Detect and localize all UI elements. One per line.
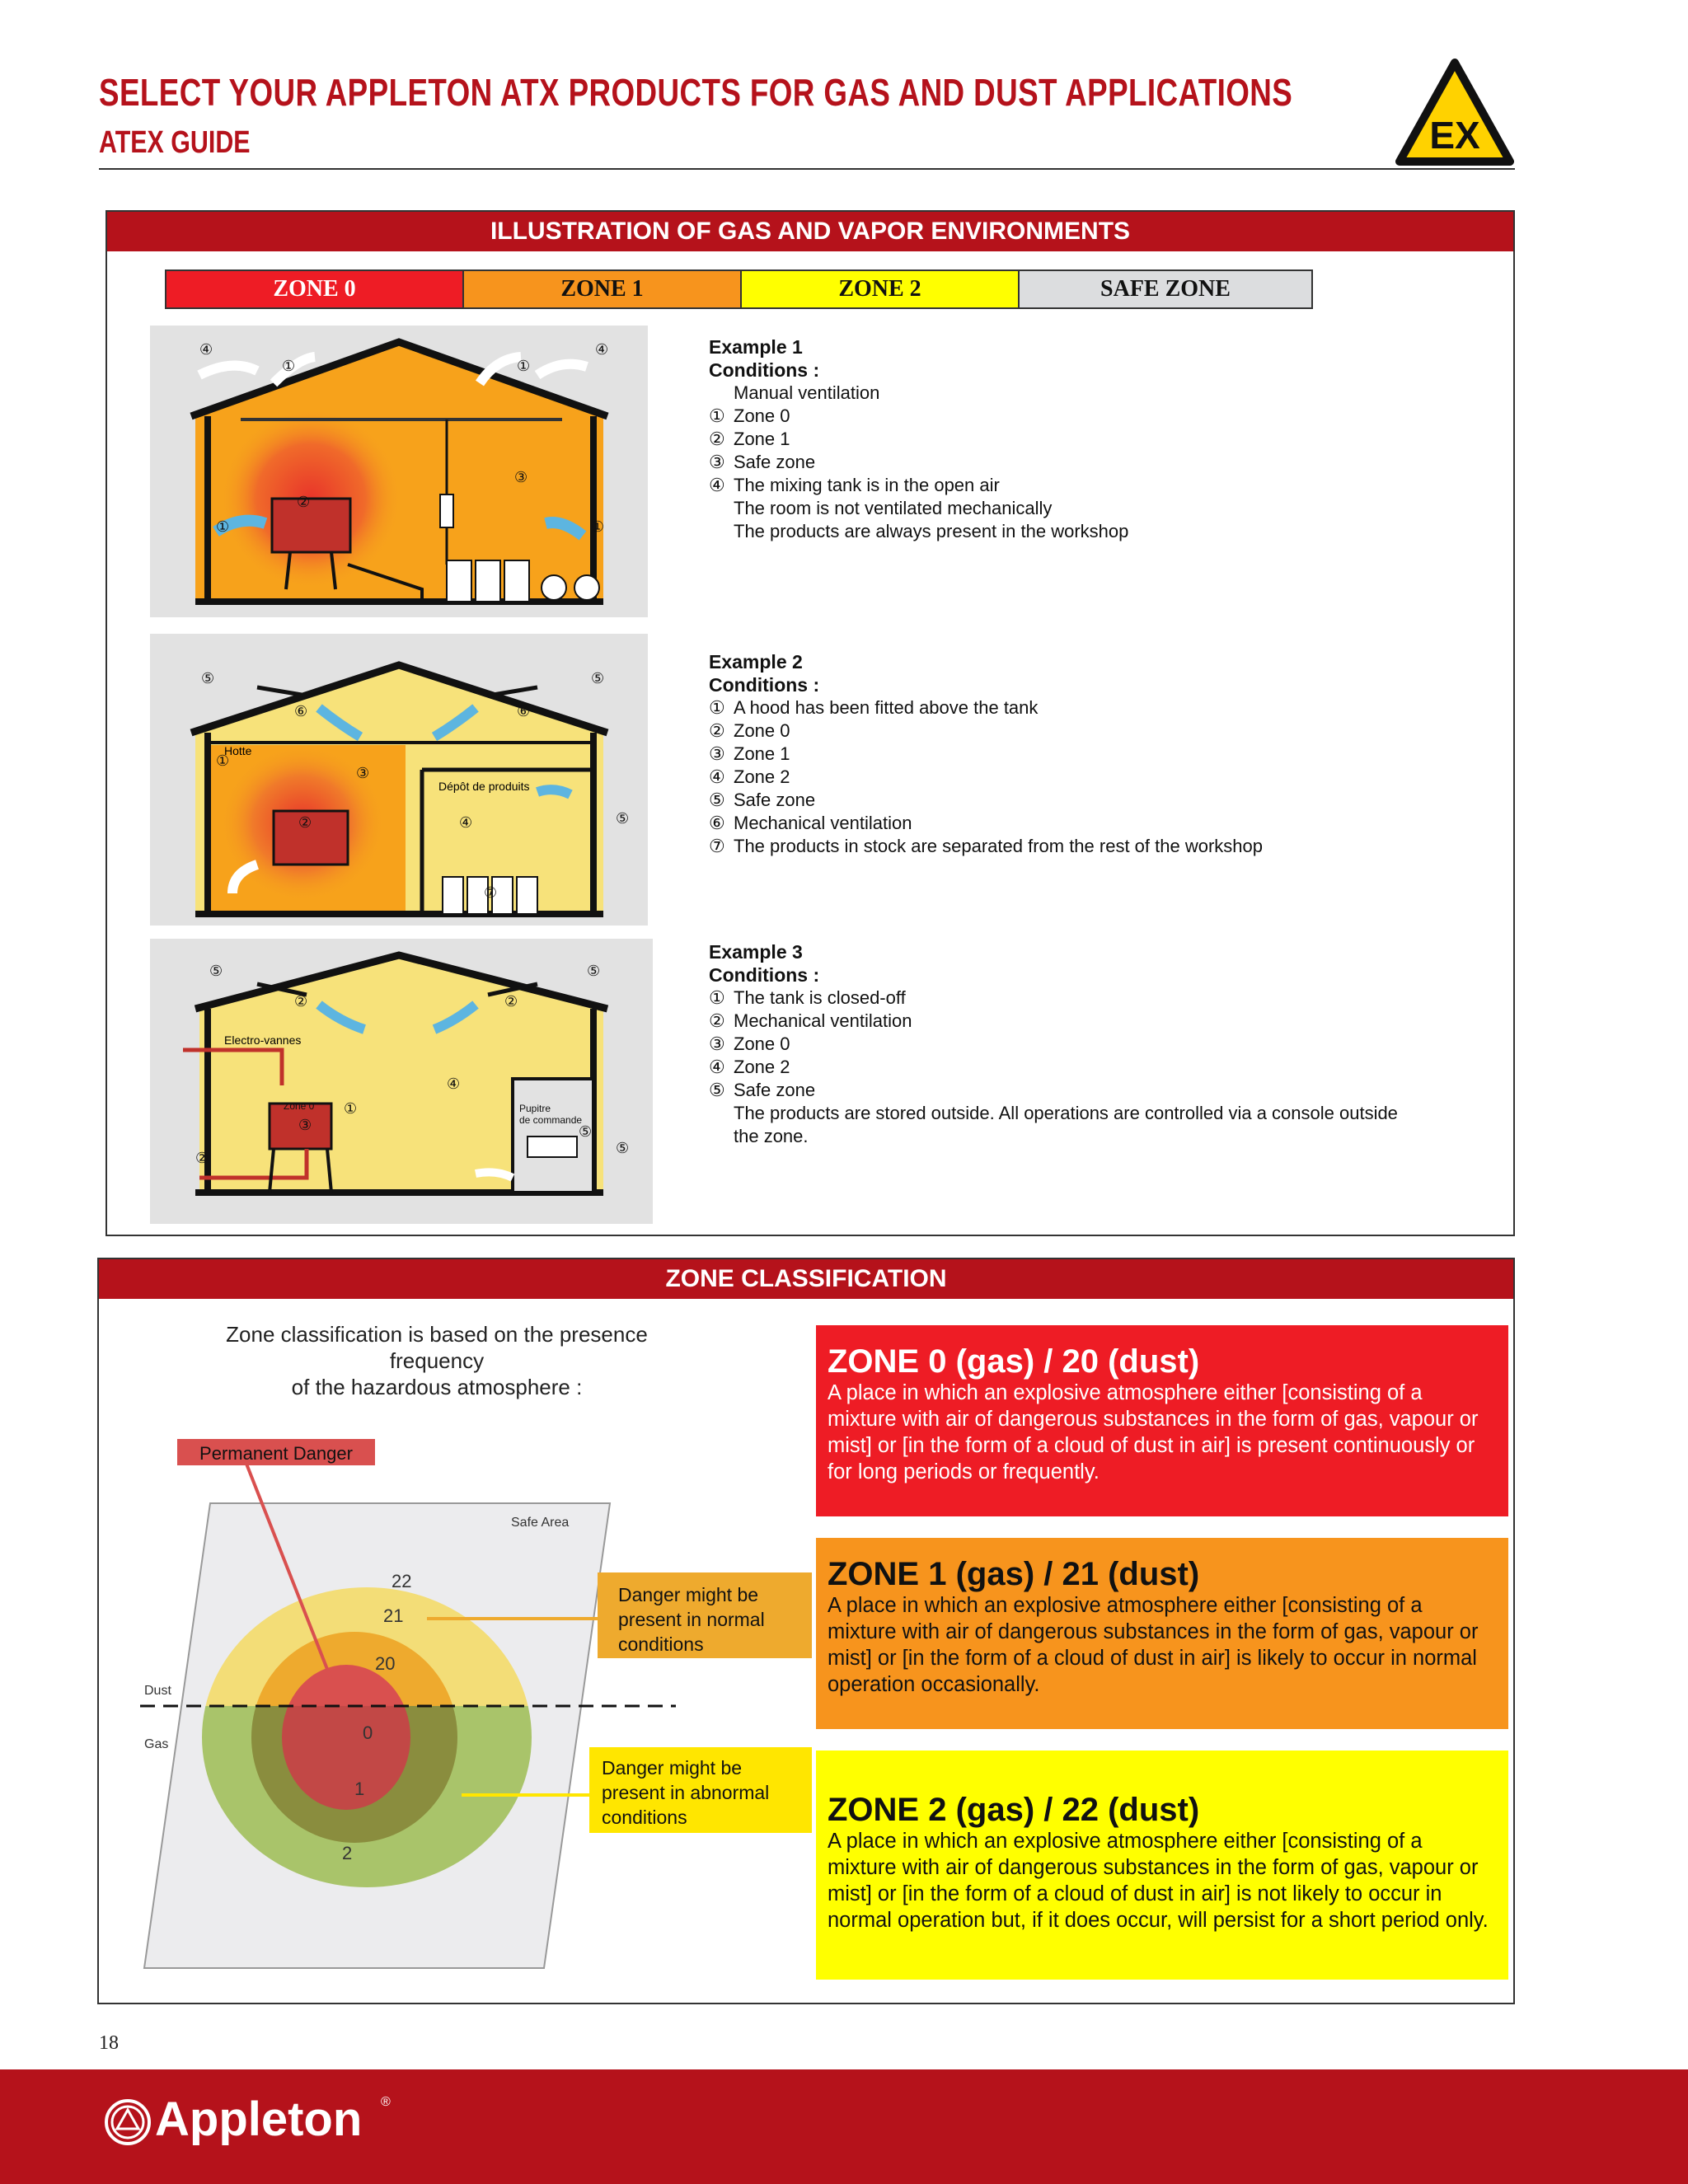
svg-text:⑤: ⑤ bbox=[616, 810, 630, 827]
classification-intro bbox=[223, 1321, 651, 1400]
svg-text:⑤: ⑤ bbox=[616, 1140, 630, 1156]
list-item: The products are stored outside. All operations are controlled via a console outside the zone. bbox=[734, 1103, 1398, 1146]
page-subtitle: ATEX GUIDE bbox=[99, 125, 251, 160]
permanent-danger-label: Permanent Danger bbox=[199, 1443, 353, 1464]
example2-conditions-label: Conditions : bbox=[709, 674, 820, 696]
svg-text:①: ① bbox=[517, 358, 531, 374]
zone0-text: A place in which an explosive atmosphere either [consisting of a mixture with air of dangerous substances in the form of gas, vapour or mist] or [in the form of a cloud of dust in air] is present continuously or for long periods or frequently. bbox=[828, 1381, 1479, 1483]
abnormal-danger-line1: Danger might be bbox=[602, 1757, 743, 1779]
list-item: ④ The mixing tank is in the open air bbox=[709, 475, 1000, 495]
svg-text:①: ① bbox=[282, 358, 296, 374]
page-number: 18 bbox=[99, 2032, 119, 2054]
list-item: ④ Zone 2 bbox=[709, 1057, 790, 1077]
svg-text:①: ① bbox=[591, 518, 605, 535]
example2-illustration bbox=[150, 634, 648, 926]
safe-area-label: Safe Area bbox=[511, 1516, 570, 1530]
svg-text:③: ③ bbox=[356, 765, 370, 781]
zone0-heading: ZONE 0 (gas) / 20 (dust) bbox=[828, 1343, 1200, 1380]
svg-text:①: ① bbox=[216, 518, 230, 535]
zone0-label: 0 bbox=[363, 1722, 373, 1743]
legend-safe-zone: SAFE ZONE bbox=[1020, 271, 1311, 307]
list-item: ② Mechanical ventilation bbox=[709, 1010, 912, 1031]
zone0-tank-label: Zone 0 bbox=[284, 1100, 315, 1112]
zone2-text: A place in which an explosive atmosphere either [consisting of a mixture with air of dangerous substances in the form of gas, vapour or mist] or [in the form of a cloud of dust in air] is not likely to occur in normal operation but, if it does occur, will persist for a short period only. bbox=[828, 1830, 1489, 1932]
gas-section-title: ILLUSTRATION OF GAS AND VAPOR ENVIRONMENTS bbox=[107, 212, 1513, 251]
zone1-text: A place in which an explosive atmosphere either [consisting of a mixture with air of dangerous substances in the form of gas, vapour or mist] or [in the form of a cloud of dust in air] is likely to occur in normal operation occasionally. bbox=[828, 1594, 1479, 1696]
brand-name: Appleton bbox=[155, 2093, 363, 2146]
list-item: ① Zone 0 bbox=[709, 405, 790, 426]
dust-label: Dust bbox=[144, 1684, 171, 1698]
zone2-heading: ZONE 2 (gas) / 22 (dust) bbox=[828, 1792, 1200, 1828]
svg-text:②: ② bbox=[195, 1150, 209, 1166]
svg-text:⑥: ⑥ bbox=[294, 703, 308, 719]
svg-text:⑤: ⑤ bbox=[591, 670, 605, 687]
example1-conditions-label: Conditions : bbox=[709, 359, 820, 381]
gas-vapor-section bbox=[106, 210, 1515, 1236]
svg-text:④: ④ bbox=[447, 1076, 461, 1092]
valves-label: Electro-vannes bbox=[224, 1033, 302, 1047]
list-item: ④ Zone 2 bbox=[709, 766, 790, 787]
svg-text:②: ② bbox=[297, 494, 311, 510]
zone-classification-section bbox=[97, 1258, 1515, 2004]
normal-danger-line2: present in normal bbox=[618, 1609, 765, 1630]
list-item: ⑦ The products in stock are separated from the rest of the workshop bbox=[709, 836, 1263, 856]
list-item: ⑤ Safe zone bbox=[709, 1080, 816, 1100]
svg-text:④: ④ bbox=[199, 341, 213, 358]
list-item: ⑤ Safe zone bbox=[709, 790, 816, 810]
svg-text:③: ③ bbox=[298, 1117, 312, 1133]
zone1-description-box bbox=[816, 1538, 1508, 1729]
list-item: ① A hood has been fitted above the tank bbox=[709, 697, 1039, 718]
ex-sign-text: EX bbox=[1429, 114, 1480, 157]
svg-text:①: ① bbox=[344, 1100, 358, 1117]
header-divider bbox=[99, 168, 1515, 170]
example3-illustration bbox=[150, 939, 653, 1224]
example1-text bbox=[709, 335, 1451, 543]
zone-section-title: ZONE CLASSIFICATION bbox=[99, 1259, 1513, 1299]
zone2-label: 2 bbox=[342, 1843, 353, 1863]
normal-danger-line1: Danger might be bbox=[618, 1584, 759, 1605]
svg-text:②: ② bbox=[294, 993, 308, 1010]
svg-text:⑥: ⑥ bbox=[517, 703, 531, 719]
zone-diagram bbox=[115, 1432, 816, 1993]
abnormal-danger-line3: conditions bbox=[602, 1807, 687, 1828]
svg-text:⑤: ⑤ bbox=[587, 963, 601, 979]
zone22-label: 22 bbox=[392, 1571, 412, 1591]
normal-danger-line3: conditions bbox=[618, 1633, 704, 1655]
legend-zone1: ZONE 1 bbox=[464, 271, 742, 307]
gas-label: Gas bbox=[144, 1737, 169, 1751]
console-label-line1: Pupitre bbox=[519, 1103, 551, 1114]
list-item: ② Zone 1 bbox=[709, 429, 790, 449]
svg-text:⑤: ⑤ bbox=[201, 670, 215, 687]
abnormal-danger-line2: present in abnormal bbox=[602, 1782, 770, 1803]
example1-illustration bbox=[150, 326, 648, 617]
list-item: ⑥ Mechanical ventilation bbox=[709, 813, 912, 833]
list-item: ③ Zone 0 bbox=[709, 1033, 790, 1054]
store-label: Dépôt de produits bbox=[438, 780, 530, 793]
svg-text:④: ④ bbox=[459, 814, 473, 831]
example3-conditions-label: Conditions : bbox=[709, 964, 820, 986]
svg-text:①: ① bbox=[216, 752, 230, 769]
example1-intro: Manual ventilation bbox=[734, 382, 880, 403]
example2-title: Example 2 bbox=[709, 651, 803, 673]
list-item: ② Zone 0 bbox=[709, 720, 790, 741]
intro-line-1: Zone classification is based on the presence frequency bbox=[226, 1322, 648, 1373]
svg-text:⑦: ⑦ bbox=[484, 884, 498, 901]
list-item: ③ Zone 1 bbox=[709, 743, 790, 764]
registered-mark: ® bbox=[381, 2095, 391, 2109]
ex-warning-icon bbox=[1395, 58, 1515, 166]
zone21-label: 21 bbox=[383, 1605, 404, 1626]
intro-line-2: of the hazardous atmosphere : bbox=[291, 1375, 583, 1399]
list-item: ③ Safe zone bbox=[709, 452, 816, 472]
zone0-description-box bbox=[816, 1325, 1508, 1516]
zone2-description-box bbox=[816, 1750, 1508, 1980]
legend-zone2: ZONE 2 bbox=[742, 271, 1020, 307]
zone1-label: 1 bbox=[354, 1779, 365, 1799]
legend-zone0: ZONE 0 bbox=[166, 271, 464, 307]
list-item: ① The tank is closed-off bbox=[709, 987, 906, 1008]
svg-text:⑤: ⑤ bbox=[579, 1123, 593, 1140]
zone20-label: 20 bbox=[375, 1653, 396, 1674]
example1-title: Example 1 bbox=[709, 336, 803, 358]
appleton-logo-icon bbox=[103, 2097, 152, 2147]
svg-text:④: ④ bbox=[595, 341, 609, 358]
svg-text:③: ③ bbox=[514, 469, 528, 485]
svg-text:②: ② bbox=[298, 814, 312, 831]
zone-legend bbox=[165, 269, 1313, 309]
hood-label: Hotte bbox=[224, 744, 252, 757]
page-title: SELECT YOUR APPLETON ATX PRODUCTS FOR GAS AND DUST APPLICATIONS bbox=[99, 71, 1293, 114]
list-item: The products are always present in the workshop bbox=[734, 521, 1129, 541]
console-label-line2: de commande bbox=[519, 1114, 583, 1126]
svg-text:⑤: ⑤ bbox=[209, 963, 223, 979]
example3-text bbox=[709, 940, 1451, 1148]
example2-text bbox=[709, 650, 1451, 858]
list-item: The room is not ventilated mechanically bbox=[734, 498, 1053, 518]
svg-text:②: ② bbox=[504, 993, 518, 1010]
zone1-heading: ZONE 1 (gas) / 21 (dust) bbox=[828, 1556, 1200, 1592]
example3-title: Example 3 bbox=[709, 941, 803, 963]
